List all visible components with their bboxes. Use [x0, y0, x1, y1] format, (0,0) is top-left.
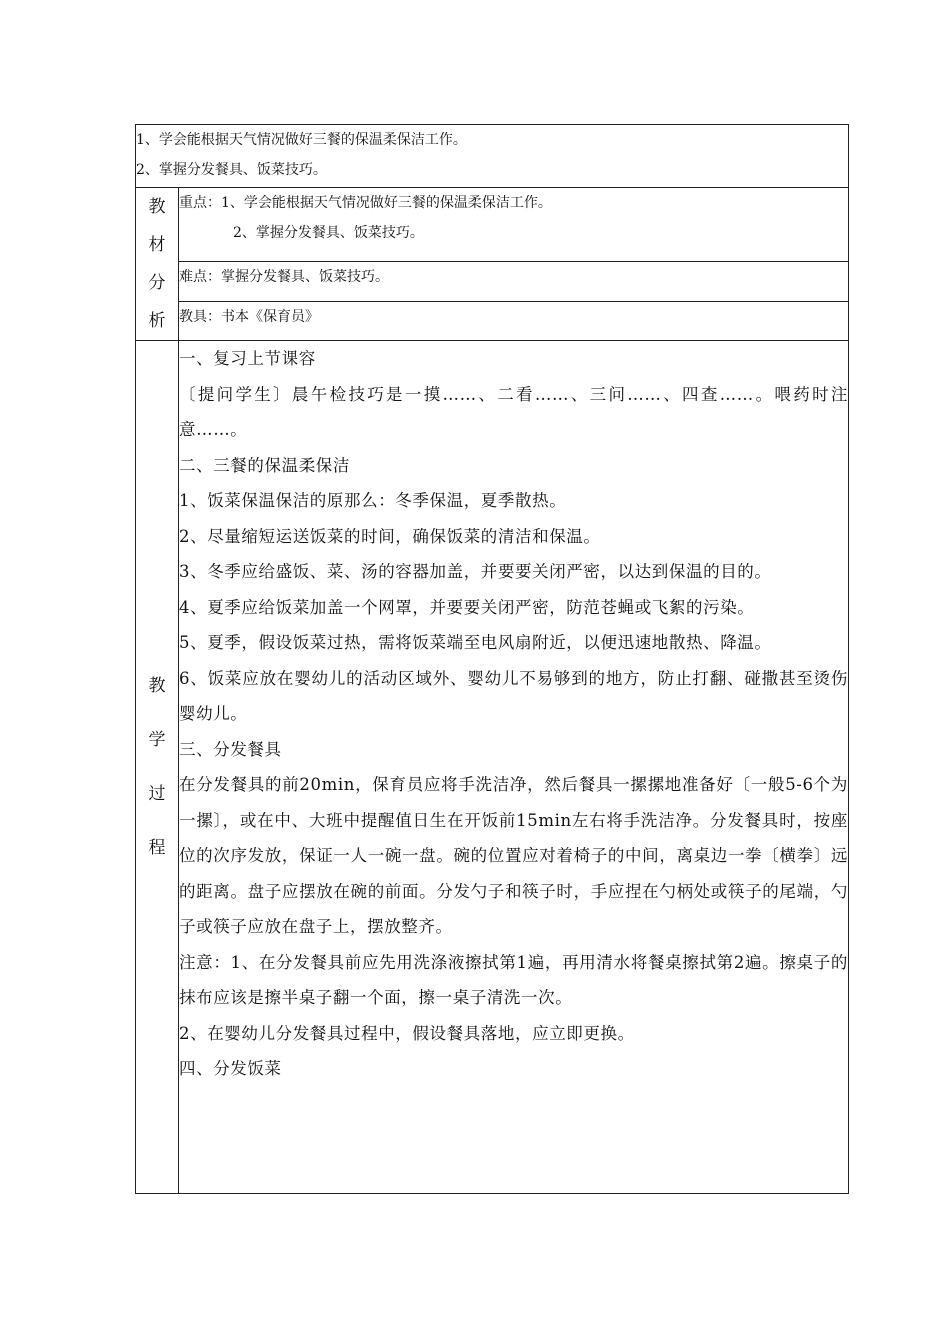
- difficulty-cell: [179, 261, 849, 302]
- paragraph: 4、夏季应给饭菜加盖一个网罩，并要要关闭严密，防范苍蝇或飞絮的污染。: [179, 597, 755, 617]
- objective-1: 1、学会能根据天气情况做好三餐的保温柔保洁工作。: [136, 132, 467, 148]
- process-label-cell: [136, 341, 179, 1194]
- process-label-char: 程: [148, 838, 166, 858]
- paragraph: 〔提问学生〕晨午检技巧是一摸……、二看……、三问……、四查……。喂药时注意……。: [179, 384, 848, 439]
- analysis-label-char: 分: [148, 273, 166, 293]
- analysis-label-char: 教: [148, 197, 166, 217]
- process-label-char: 学: [148, 730, 166, 750]
- process-row: [136, 341, 849, 1194]
- paragraph: 2、在婴幼儿分发餐具过程中，假设餐具落地，应立即更换。: [179, 1023, 635, 1043]
- analysis-label-char: 析: [148, 311, 166, 331]
- objectives-row: [136, 125, 849, 188]
- analysis-label-char: 材: [148, 235, 166, 255]
- analysis-row-key-points: [136, 188, 849, 262]
- process-content-cell: [179, 341, 849, 1194]
- key-points-line-1: 重点：1、学会能根据天气情况做好三餐的保温柔保洁工作。: [179, 195, 552, 211]
- lesson-plan-table: [135, 124, 849, 1194]
- analysis-label-cell: [136, 188, 179, 341]
- paragraph: 5、夏季，假设饭菜过热，需将饭菜端至电风扇附近，以便迅速地散热、降温。: [179, 633, 772, 652]
- section-heading: 三、分发餐具: [179, 739, 282, 759]
- analysis-row-materials: [136, 302, 849, 341]
- materials-text: 教具：书本《保育员》: [179, 309, 319, 326]
- section-heading: 二、三餐的保温柔保洁: [179, 455, 350, 475]
- paragraph: 1、饭菜保温保洁的原那么：冬季保温，夏季散热。: [179, 491, 567, 510]
- section-heading: 四、分发饭菜: [179, 1059, 282, 1078]
- process-label-char: 教: [148, 676, 166, 696]
- paragraph: 3、冬季应给盛饭、菜、汤的容器加盖，并要要关闭严密，以达到保温的目的。: [179, 562, 772, 581]
- paragraph: 6、饭菜应放在婴幼儿的活动区域外、婴幼儿不易够到的地方，防止打翻、碰撒甚至烫伤婴幼儿。: [179, 668, 848, 723]
- difficulty-text: 难点：掌握分发餐具、饭菜技巧。: [179, 268, 389, 285]
- analysis-row-difficulty: [136, 261, 849, 302]
- paragraph: 2、尽量缩短运送饭菜的时间，确保饭菜的清洁和保温。: [179, 526, 601, 546]
- paragraph: 在分发餐具的前20min，保育员应将手洗洁净，然后餐具一摞摞地准备好〔一般5-6个为一摞〕，或在中、大班中提醒值日生在开饭前15min左右将手洗洁净。分发餐具时，按座位的次序发放，保证一人一碗一盘。碗的位置应对着椅子的中间，离桌边一拳〔横拳〕远的距离。盘子应摆放在碗的前面。分发勺子和筷子时，手应捏在勺柄处或筷子的尾端，勺子或筷子应放在盘子上，摆放整齐。: [179, 775, 848, 936]
- process-label-char: 过: [148, 784, 166, 804]
- paragraph: 注意：1、在分发餐具前应先用洗涤液擦拭第1遍，再用清水将餐桌擦拭第2遍。擦桌子的抹布应该是擦半桌子翻一个面，擦一桌子清洗一次。: [179, 952, 848, 1007]
- objective-2: 2、掌握分发餐具、饭菜技巧。: [136, 162, 327, 178]
- objectives-cell: [136, 125, 849, 188]
- key-points-line-2: 2、掌握分发餐具、饭菜技巧。: [233, 225, 424, 241]
- materials-cell: [179, 302, 849, 341]
- section-heading: 一、复习上节课容: [179, 349, 316, 368]
- key-points-cell: [179, 188, 849, 262]
